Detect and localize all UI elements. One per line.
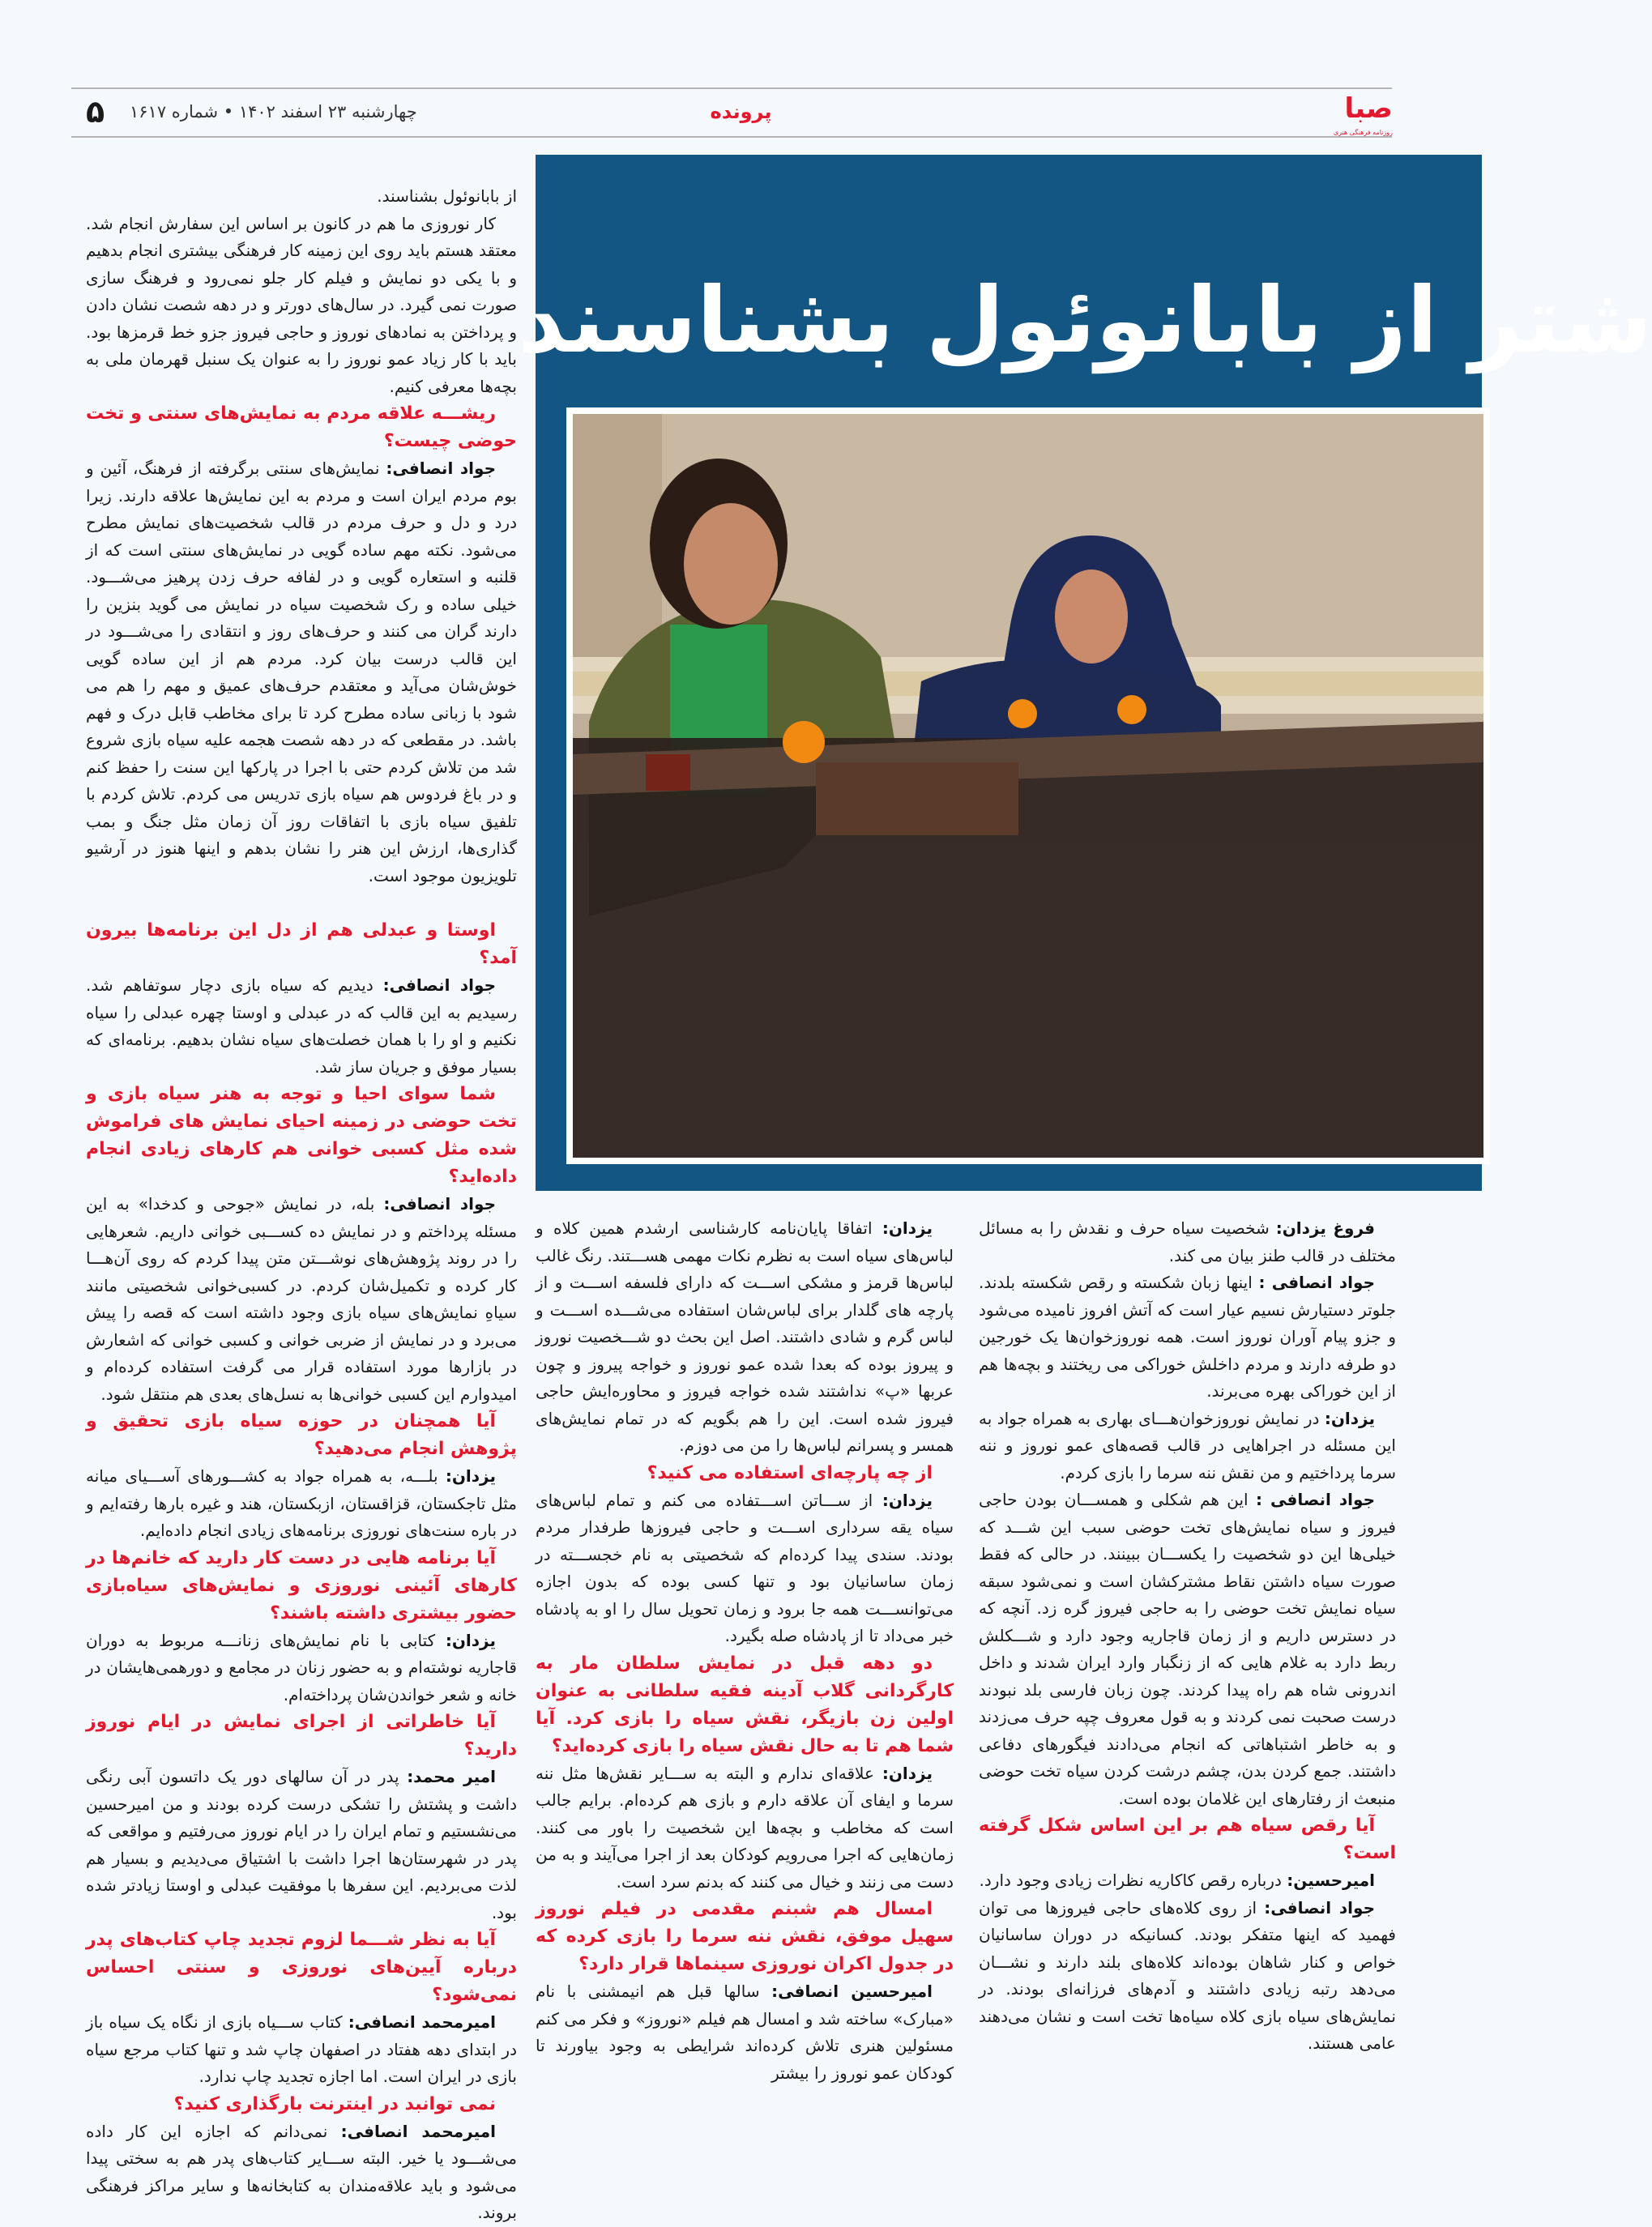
speaker-name: یزدان: (1324, 1408, 1375, 1428)
paragraph-text: در نمایش نوروزخوان‌هـــای بهاری به همراه جواد به این مسئله در اجراهایی در قالب قصه‌های عمو نوروز و ننه سرما پرداختیم و من نقش ننه سرما را بازی کردم. (979, 1408, 1396, 1483)
headline: شتر از بابانوئول بشناسند (518, 268, 1652, 373)
answer-paragraph (86, 1463, 517, 1545)
paragraph-text: از ســـاتن اســـتفاده می کنم و تمام لباس‌های سیاه یقه سرداری اســـت و حاجی فیروزها طرفدار مردم بودند. سندی پیدا کرده‌ام که شخصیتی به نام خجســـته در زمان ساسانیان بود و تنها کسی بوده که بدون اجازه می‌توانســـت همه جا برود و زمان تحویل سال را او به پادشاه خبر می‌داد تا از پادشاه صله بگیرد. (536, 1490, 954, 1645)
paragraph-text: کتابی با نام نمایش‌های زنانـــه مربوط به دوران قاجاریه نوشته‌ام و به حضور زنان در مجامع و دورهمی‌هایشان در خانه و شعر خواندن‌شان پرداخته‌ام. (86, 1630, 517, 1704)
speaker-name: امیرحسین انصافی: (771, 1982, 933, 2001)
article-column-left (86, 183, 517, 2227)
answer-paragraph (536, 1215, 954, 1460)
interview-question (86, 400, 517, 455)
paragraph-text: بلـــه، به همراه جواد به کشـــورهای آســـیای میانه مثل تاجکستان، قزاقستان، ازبکستان، هند و غیره بارها رفته‌ایم و در باره سنت‌های نوروزی برنامه‌های زیادی انجام داده‌ایم. (86, 1466, 517, 1540)
interview-question (86, 1926, 517, 2009)
paragraph-text: کار نوروزی ما هم در کانون بر اساس این سفارش انجام شد. معتقد هستم باید روی این زمینه کار فرهنگی بیشتری انجام بدهیم و با یکی دو نمایش و فیلم کار جلو نمی‌رود و فرهنگ سازی صورت نمی گیرد. در سال‌های دورتر و در دهه شصت نشان دادن و پرداختن به نمادهای نوروز و حاجی فیروز جزو خط قرمزها بود. باید با کار زیاد عمو نوروز را به عنوان یک سنبل قهرمان ملی به بچه‌ها معرفی کنیم. (86, 213, 517, 396)
speaker-name: جواد انصافی: (386, 459, 496, 478)
speaker-name: فروغ یزدان: (1275, 1218, 1376, 1238)
photo-table (573, 738, 1483, 1158)
speaker-name: جواد انصافی: (383, 1194, 496, 1214)
photo-man-face (684, 503, 778, 625)
answer-paragraph (979, 1406, 1396, 1487)
article-column-middle (536, 1215, 954, 2087)
paragraph-text: از بابانوئول بشناسند. (377, 186, 517, 206)
answer-paragraph (536, 1487, 954, 1650)
speaker-name: جواد انصافی : (1258, 1273, 1375, 1292)
paragraph-text: نمایش‌های سنتی برگرفته از فرهنگ، آئین و بوم مردم ایران است و مردم به این نمایش‌ها علاقه دارند. زیرا درد و دل و حرف مردم در قالب شخصیت‌های نمایش مطرح می‌شود. نکته مهم ساده گویی در نمایش‌های سنتی است که از قلنبه و استعاره گویی و در لفافه حرف زدن پرهیز می‌شـــود. خیلی ساده و رک شخصیت سیاه در نمایش می گوید بنزین را دارند گران می کنند و حرف‌های روز و انتقادی را می‌شـــود در این قالب درست بیان کرد. مردم هم از این ساده گویی خوش‌شان می‌آید و معتقدم حرف‌های عمیق و مهم را هم می شود با زبانی ساده مطرح کرد تا برای مخاطب قابل درک و فهم باشد. در مقطعی که در دهه شصت هجمه علیه سیاه بازی شروع شد من تلاش کردم حتی با اجرا در پارکها این سنت را حفظ کنم و در باغ فردوس هم سیاه بازی تدریس می کردم. تلاش کردم با تلفیق سیاه بازی با اتفاقات روز آن زمان مثل جنگ و بمب گذاری‌ها، ارزش این هنر را نشان بدهم و اینها هنوز در آرشیو تلویزیون موجود است. (86, 459, 517, 885)
paragraph-text: اتفاقا پایان‌نامه کارشناسی ارشدم همین کلاه و لباس‌های سیاه است به نظرم نکات مهمی هســـتند. رنگ غالب لباس‌ها قرمز و مشکی اســـت که دارای فلسفه اســـت و از پارچه های گلدار برای لباس‌شان استفاده می‌شـــده اســـت و لباس گرم و شادی داشتند. اصل این بحث دو شـــخصیت نوروز و پیروز بوده که بعدا شده عمو نوروز و خواجه پیروز و چون عربها «پ» نداشتند شده خواجه فیروز و محاوره‌ایش حاجی فیروز شده است. این را هم بگویم که در تمام نمایش‌های همسر و پسرانم لباس‌ها را من می دوزم. (536, 1218, 954, 1455)
speaker-name: امیر محمد: (407, 1767, 496, 1786)
interview-photo (573, 414, 1483, 1158)
answer-paragraph (86, 2118, 517, 2227)
photo-woman-face (1055, 570, 1128, 663)
question-text: آیا رقص سیاه هم بر این اساس شکل گرفته است؟ (979, 1815, 1396, 1863)
question-text: آیا خاطراتی از اجرای نمایش در ایام نوروز دارید؟ (86, 1712, 517, 1760)
question-text: نمی توانبد در اینترنت بارگذاری کنید؟ (173, 2093, 496, 2114)
photo-orange-2 (1008, 699, 1037, 728)
paragraph-text: نمی‌دانم که اجازه این کار داده می‌شـــود یا خیر. البته ســـایر کتاب‌های پدر هم به سختی پیدا می‌شود و باید علاقه‌مندان به کتابخانه‌ها و سایر مراکز فرهنگی بروند. (86, 2121, 517, 2222)
speaker-name: یزدان: (881, 1490, 933, 1510)
question-text: آیا همچنان در حوزه سیاه بازی تحقیق و پژوهش انجام می‌دهید؟ (86, 1411, 517, 1459)
answer-paragraph (536, 1978, 954, 2087)
header-rule-bottom (71, 136, 1392, 138)
logo-tagline: روزنامه فرهنگی هنری (1333, 129, 1393, 136)
paragraph-text: شخصیت سیاه حرف و نقدش را به مسائل مختلف در قالب طنز بیان می کند. (979, 1218, 1396, 1265)
logo-wordmark: صبا (1344, 92, 1393, 125)
answer-paragraph (979, 1487, 1396, 1812)
answer-paragraph (86, 455, 517, 890)
paragraph-text: علاقه‌ای ندارم و البته به ســـایر نقش‌ها مثل ننه سرما و ایفای آن علاقه دارم و بازی هم کرده‌ام. برایم جالب است که مخاطب و بچه‌ها این شخصیت را باور می کنند. زمان‌هایی که اجرا می‌رویم کودکان بعد از اجرا می‌آیند و به من دست می زنند و خیال می کنند که بدنم سرد است. (536, 1763, 954, 1892)
paragraph-text: درباره رقص کاکاریه نظرات زیادی وجود دارد. (979, 1871, 1287, 1890)
photo-orange (783, 721, 825, 763)
article-column-right (979, 1215, 1396, 2058)
question-text: از چه پارچه‌ای استفاده می کنید؟ (647, 1462, 933, 1483)
interview-question (979, 1812, 1396, 1867)
page-number: ۵ (86, 94, 105, 130)
answer-paragraph (979, 1215, 1396, 1269)
question-text: آیا به نظر شـــما لزوم تجدید چاپ کتاب‌های پدر درباره آیین‌های نوروزی و سنتی احساس نمی‌شود؟ (86, 1930, 517, 2005)
answer-paragraph (86, 183, 517, 211)
speaker-name: یزدان: (881, 1218, 933, 1238)
answer-paragraph (86, 211, 517, 401)
photo-orange-3 (1117, 695, 1146, 724)
answer-paragraph (979, 1895, 1396, 2058)
answer-paragraph (86, 1191, 517, 1408)
answer-paragraph (86, 972, 517, 1081)
paragraph-text: سالها قبل هم انیمشنی با نام «مبارک» ساخته شد و امسال هم فیلم «نوروز» و فکر می کنم مسئولین هنری تلاش کرده‌اند شرایطی به وجود بیاورند تا کودکان عمو نوروز را بیشتر (536, 1982, 954, 2083)
question-text: ریشـــه علاقه مردم به نمایش‌های سنتی و تخت حوضی چیست؟ (86, 403, 517, 451)
answer-paragraph (86, 1764, 517, 1926)
question-text: امسال هم شبنم مقدمی در فیلم نوروز سهیل موفق، نقش ننه سرما را بازی کرده که در جدول اکران نوروزی سینماها قرار دارد؟ (536, 1899, 954, 1974)
article-photo (566, 407, 1490, 1164)
photo-tea-glass (646, 754, 690, 791)
speaker-name: امیرمحمد انصافی: (340, 2121, 496, 2141)
paragraph-text: این هم شکلی و همســـان بودن حاجی فیروز و سیاه نمایش‌های تخت حوضی سبب این شـــد که خیلی‌ها این دو شخصیت را یکســـان ببینند. در حالی که فقط صورت سیاه داشتن نقاط مشترکشان است و نمی‌شود سبقه سیاه نمایش تخت حوضی را به حاجی فیروز گره زد. آنچه که در دسترس داریم و از زمان قاجاریه وجود دارد و شـــکلش ربط دارد به غلام هایی که از زنگبار وارد ایران شدند و داخل اندرونی شاه هم راه پیدا کردند. چون زبان فارسی بلد نبودند درست صحبت نمی کردند و به قول معروف چپه حرف می‌زدند و به خاطر اشتباهاتی که انجام می‌دادند فیگورهای دفاعی داشتند. جمع کردن بدن، چشم درشت کردن سیاه تخت حوضی منبعث از رفتارهای این غلامان بوده است. (979, 1490, 1396, 1808)
answer-paragraph (979, 1867, 1396, 1895)
speaker-name: امیرحسین: (1287, 1871, 1375, 1890)
interview-question (536, 1650, 954, 1760)
speaker-name: جواد انصافی: (1264, 1897, 1375, 1918)
interview-question (86, 1408, 517, 1463)
interview-question (86, 2091, 517, 2118)
interview-question (536, 1460, 954, 1487)
section-title: پرونده (710, 100, 772, 123)
answer-paragraph (536, 1760, 954, 1896)
question-text: شما سوای احیا و توجه به هنر سیاه بازی و تخت حوضی در زمینه احیای نمایش های فراموش شده مثل کسبی خوانی هم کارهای زیادی انجام داده‌اید؟ (86, 1084, 517, 1187)
speaker-name: یزدان: (445, 1466, 496, 1486)
interview-question (536, 1896, 954, 1978)
speaker-name: یزدان: (445, 1630, 496, 1650)
interview-question (86, 1081, 517, 1191)
paragraph-text: پدر در آن سالهای دور یک داتسون آبی رنگی داشت و پشتش را تشکی درست کرده بودند و من امیرحسین می‌نشستیم و تمام ایران را در ایام نوروز می‌رفتیم و مواقعی که پدر در شهرستان‌ها اجرا داشت با اشتیاق می‌دیدیم و بسیار هم لذت می‌بردیم. این سفرها با موفقیت عبدلی و اوستا زیادتر شده بود. (86, 1767, 517, 1922)
answer-paragraph (86, 1628, 517, 1709)
speaker-name: یزدان: (881, 1763, 933, 1783)
speaker-name: جواد انصافی: (382, 975, 496, 995)
answer-paragraph (86, 2009, 517, 2091)
speaker-name: جواد انصافی : (1256, 1490, 1375, 1509)
question-text: اوستا و عبدلی هم از دل این برنامه‌ها بیرون آمد؟ (86, 920, 517, 968)
header-rule-top (71, 87, 1392, 89)
issue-dateline: چهارشنبه ۲۳ اسفند ۱۴۰۲ • شماره ۱۶۱۷ (130, 102, 417, 122)
paragraph-text: اینها زبان شکسته و رقص شکسته بلدند. جلوتر دستیارش نسیم عیار است که آتش افروز نامیده می‌شود و جزو پیام آوران نوروز است. همه نوروزخوان‌ها یک خورجین دو طرفه دارند و مردم داخلش خوراکی می ریختند و بچه‌ها هم از این خوراکی بهره می‌برند. (979, 1273, 1396, 1401)
interview-question (86, 1545, 517, 1628)
paragraph-text: از روی کلاه‌های حاجی فیروزها می توان فهمید که اینها متفکر بودند. کسانیکه در دوران ساسانیان خواص و کنار شاهان بوده‌اند کلاه‌های بلند دارند و نشـــان می‌دهد رتبه زیادی داشتند و آدم‌های فرزانه‌ای بودند. در نمایش‌های سیاه بازی کلاه سیاه‌ها تخت است و نشان می‌دهند عامی هستند. (979, 1897, 1396, 2053)
answer-paragraph (979, 1269, 1396, 1406)
paragraph-text: دیدیم که سیاه بازی دچار سوتفاهم شد. رسیدیم به این قالب که در عبدلی و اوستا چهره عبدلی را سیاه نکنیم و او را با همان خصلت‌های سیاه نشان بدهیم. برنامه‌ای که بسیار موفق و جریان ساز شد. (86, 975, 517, 1077)
speaker-name: امیرمحمد انصافی: (348, 2012, 496, 2032)
headline-panel (518, 155, 1652, 1191)
photo-wooden-box (816, 762, 1018, 835)
interview-question (86, 1709, 517, 1764)
paragraph-text: کتاب ســـیاه بازی از نگاه یک سیاه باز در ابتدای دهه هفتاد در اصفهان چاپ شد و تنها کتاب مرجع سیاه بازی در ایران است. اما اجازه تجدید چاپ ندارد. (86, 2012, 517, 2086)
paragraph-text: بله، در نمایش «جوحی و کدخدا» به این مسئله پرداختم و در نمایش ده کســـبی خوانی داریم. شعرهایی را در روند پژوهش‌های نوشـــتن متن پیدا کردم که روی آن‌هـــا کار کرده و تکمیل‌شان کردم. در کسبی‌خوانی شخصیتی مانند سیاهِ نمایش‌های سیاه بازی وجود داشته است که قصه را پیش می‌برد و در نمایش از ضربی خوانی و کسبی خوانی که اشعارش در بازارها مورد استفاده قرار می گرفت استفاده کرده‌ام و امیدوارم این کسبی خوانی‌ها به نسل‌های بعدی هم منتقل شود. (86, 1194, 517, 1404)
interview-question (86, 917, 517, 972)
question-text: دو دهه قبل در نمایش سلطان مار به کارگردانی گلاب آدینه فقیه سلطانی به عنوان اولین زن بازیگر، نقش سیاه را بازی کرد. آیا شما هم تا به حال نقش سیاه را بازی کرده‌اید؟ (536, 1653, 954, 1756)
question-text: آیا برنامه هایی در دست کار دارید که خانم‌ها در کارهای آئینی نوروزی و نمایش‌های سیاه‌بازی حضور بیشتری داشته باشند؟ (86, 1547, 517, 1623)
